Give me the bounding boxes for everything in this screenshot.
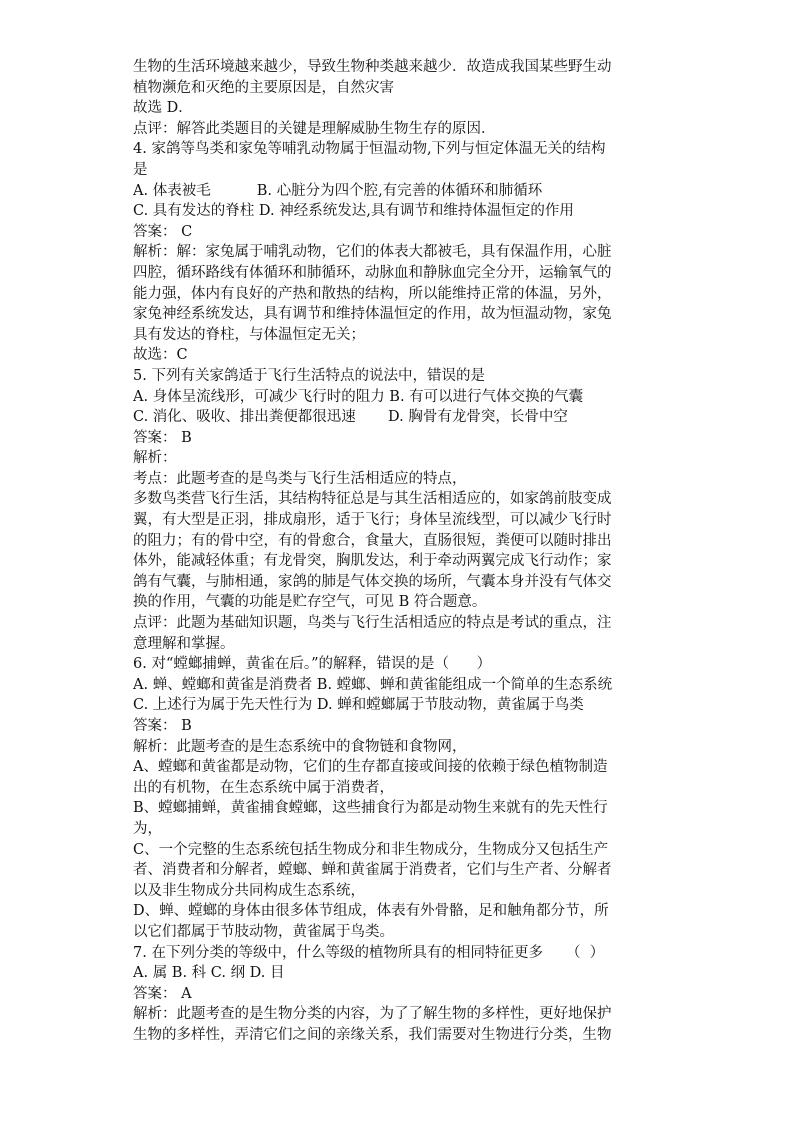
question-4-analysis: 四腔，循环路线有体循环和肺循环，动脉血和静脉血完全分开，运输氧气的 — [133, 264, 612, 281]
question-6-analysis: D、蝉、螳螂的身体由很多体节组成，体表有外骨骼，足和触角都分节，所 — [133, 903, 609, 920]
question-4-stem: 是 — [133, 161, 148, 178]
question-7-options: A. 属 B. 科 C. 纲 D. 目 — [133, 965, 285, 982]
text-line: 生物的生活环境越来越少，导致生物种类越来越少．故造成我国某些野生动 — [133, 59, 612, 75]
question-5-analysis: 解析： — [133, 450, 177, 467]
question-6-analysis: 者、消费者和分解者，螳螂、蝉和黄雀属于消费者，它们与生产者、分解者 — [133, 862, 612, 879]
question-6-stem: 6. 对“螳螂捕蝉，黄雀在后。”的解释，错误的是（ ） — [133, 656, 492, 673]
question-6-options: A. 蝉、螳螂和黄雀是消费者 B. 螳螂、蝉和黄雀能组成一个简单的生态系统 — [133, 676, 613, 693]
question-5-analysis: 考点：此题考查的是鸟类与飞行生活相适应的特点， — [133, 470, 467, 487]
question-6-analysis: 以及非生物成分共同构成生态系统， — [133, 882, 365, 899]
question-4-answer: 答案： C — [133, 223, 193, 240]
question-6-analysis: A、螳螂和黄雀都是动物，它们的生存都直接或间接的依赖于绿色植物制造 — [133, 759, 608, 776]
question-4-options: A. 体表被毛 B. 心脏分为四个腔,有完善的体循环和肺循环 — [133, 182, 543, 199]
text-line: 故选 D． — [133, 100, 193, 117]
question-6-analysis: 出的有机物，在生态系统中属于消费者， — [133, 779, 394, 796]
question-4-options: C. 具有发达的脊柱 D. 神经系统发达,具有调节和维持体温恒定的作用 — [133, 203, 574, 220]
question-5-analysis: 换的作用，气囊的功能是贮存空气，可见 B 符合题意。 — [133, 594, 487, 611]
question-4-analysis: 具有发达的脊柱，与体温恒定无关； — [133, 326, 365, 343]
question-6-analysis: 解析：此题考查的是生态系统中的食物链和食物网， — [133, 738, 467, 755]
question-6-analysis: 以它们都属于节肢动物，黄雀属于鸟类。 — [133, 923, 394, 940]
question-4-stem: 4. 家鸽等鸟类和家兔等哺乳动物属于恒温动物,下列与恒定体温无关的结构 — [133, 141, 606, 158]
question-6-analysis: B、螳螂捕蝉，黄雀捕食螳螂，这些捕食行为都是动物生来就有的先天性行 — [133, 800, 608, 817]
question-5-comment: 点评：此题为基础知识题，鸟类与飞行生活相适应的特点是考试的重点，注 — [133, 615, 612, 632]
question-7-stem: 7. 在下列分类的等级中，什么等级的植物所具有的相同特征更多 （ ） — [133, 944, 605, 961]
question-5-answer: 答案： B — [133, 429, 192, 446]
question-5-options: C. 消化、吸收、排出粪便都很迅速 D. 胸骨有龙骨突，长骨中空 — [133, 409, 568, 426]
question-7-analysis: 生物的多样性，弄清它们之间的亲缘关系，我们需要对生物进行分类，生物 — [133, 1026, 612, 1043]
question-5-options: A. 身体呈流线形，可减少飞行时的阻力 B. 有可以进行气体交换的气囊 — [133, 388, 584, 405]
question-6-analysis: 为， — [133, 820, 162, 837]
question-4-choice: 故选：C — [133, 347, 188, 364]
question-5-analysis: 多数鸟类营飞行生活，其结构特征总是与其生活相适应的，如家鸽前肢变成 — [133, 491, 612, 508]
question-6-answer: 答案： B — [133, 718, 192, 734]
question-4-analysis: 解析：解：家兔属于哺乳动物，它们的体表大都被毛，具有保温作用，心脏 — [133, 244, 612, 261]
question-5-analysis: 翼，有大型是正羽，排成扇形，适于飞行；身体呈流线型，可以减少飞行时 — [133, 512, 612, 529]
question-4-analysis: 能力强，体内有良好的产热和散热的结构，所以能维持正常的体温，另外， — [133, 285, 612, 302]
document-page — [133, 57, 663, 1046]
text-line: 植物濒危和灭绝的主要原因是，自然灾害 — [133, 79, 394, 96]
question-5-analysis: 鸽有气囊，与肺相通，家鸽的肺是气体交换的场所，气囊本身并没有气体交 — [133, 573, 612, 590]
question-4-analysis: 家兔神经系统发达，具有调节和维持体温恒定的作用，故为恒温动物，家兔 — [133, 306, 612, 323]
question-6-options: C. 上述行为属于先天性行为 D. 蝉和螳螂属于节肢动物，黄雀属于鸟类 — [133, 697, 584, 714]
text-line: 点评：解答此类题目的关键是理解威胁生物生存的原因． — [133, 120, 496, 137]
question-7-analysis: 解析：此题考查的是生物分类的内容，为了了解生物的多样性，更好地保护 — [133, 1006, 612, 1023]
question-6-analysis: C、一个完整的生态系统包括生物成分和非生物成分，生物成分又包括生产 — [133, 841, 609, 858]
question-5-analysis: 的阻力；有的骨中空，有的骨愈合，食量大，直肠很短，粪便可以随时排出 — [133, 532, 612, 549]
question-5-stem: 5. 下列有关家鸽适于飞行生活特点的说法中，错误的是 — [133, 367, 485, 384]
question-5-comment: 意理解和掌握。 — [133, 635, 235, 652]
question-5-analysis: 体外，能减轻体重；有龙骨突，胸肌发达，利于牵动两翼完成飞行动作；家 — [133, 553, 612, 570]
question-7-answer: 答案： A — [133, 985, 192, 1002]
